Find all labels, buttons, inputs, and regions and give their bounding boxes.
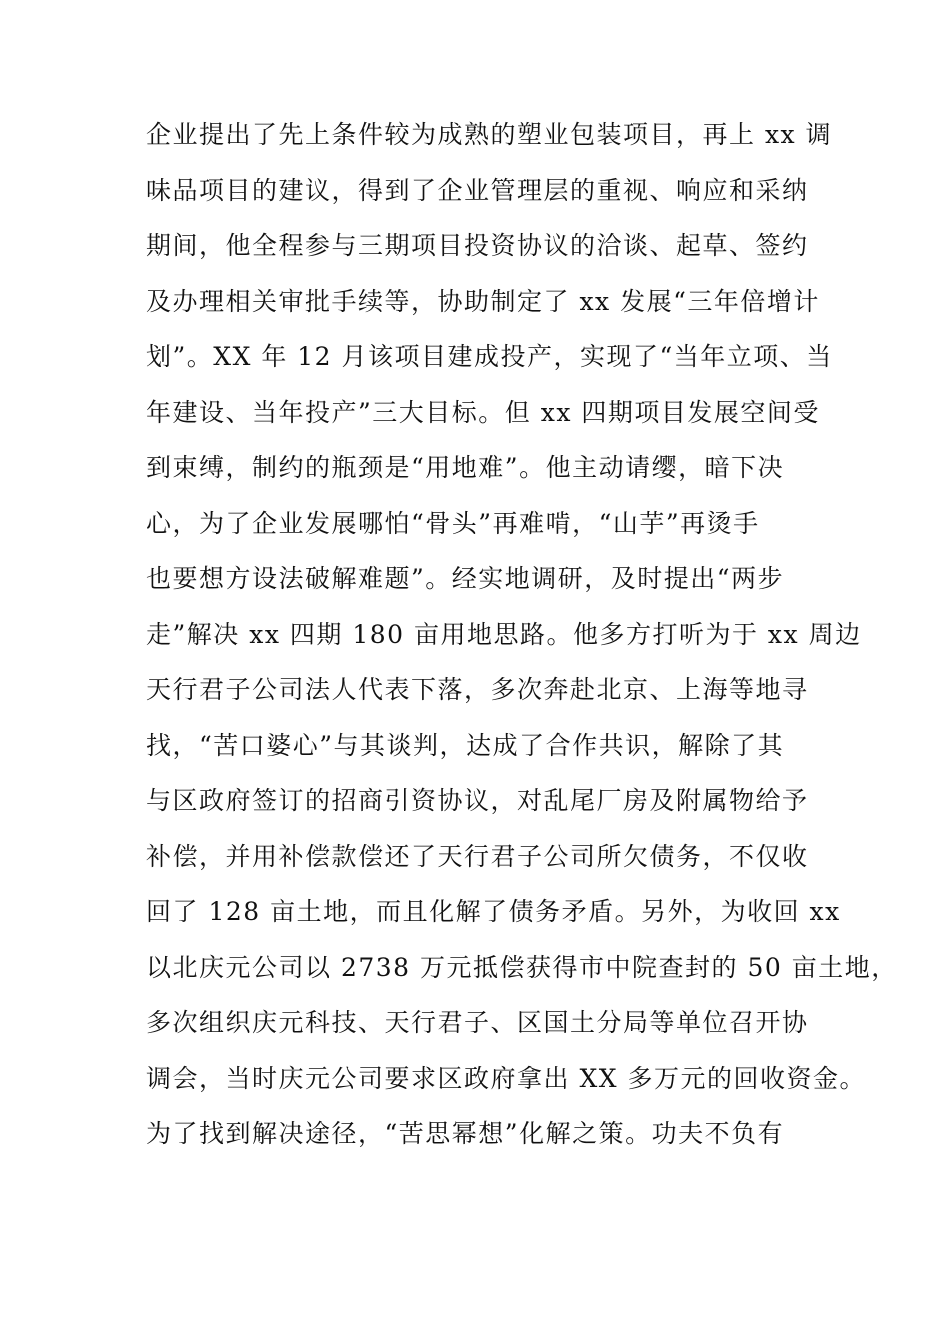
- text-line-9: 也要想方设法破解难题”。经实地调研，及时提出“两步: [146, 564, 785, 593]
- text-line-15: 回了 128 亩土地，而且化解了债务矛盾。另外，为收回 xx: [146, 897, 841, 926]
- text-line-7: 到束缚，制约的瓶颈是“用地难”。他主动请缨，暗下决: [146, 453, 785, 482]
- text-line-19: 为了找到解决途径，“苦思幂想”化解之策。功夫不负有: [146, 1119, 785, 1148]
- text-line-6: 年建设、当年投产”三大目标。但 xx 四期项目发展空间受: [146, 397, 820, 427]
- text-line-3: 期间，他全程参与三期项目投资协议的洽谈、起草、签约: [146, 231, 809, 260]
- text-line-12: 找，“苦口婆心”与其谈判，达成了合作共识，解除了其: [146, 730, 785, 760]
- body-paragraph: [146, 107, 898, 1162]
- text-line-11: 天行君子公司法人代表下落，多次奔赴北京、上海等地寻: [146, 675, 809, 704]
- text-line-13: 与区政府签订的招商引资协议，对乱尾厂房及附属物给予: [146, 786, 809, 815]
- text-line-16: 以北庆元公司以 2738 万元抵偿获得市中院查封的 50 亩土地，: [146, 952, 898, 982]
- text-line-14: 补偿，并用补偿款偿还了天行君子公司所欠债务，不仅收: [146, 841, 809, 871]
- text-line-4: 及办理相关审批手续等，协助制定了 xx 发展“三年倍增计: [146, 286, 820, 316]
- text-line-17: 多次组织庆元科技、天行君子、区国土分局等单位召开协: [146, 1008, 809, 1037]
- text-line-18: 调会，当时庆元公司要求区政府拿出 XX 多万元的回收资金。: [146, 1063, 866, 1093]
- text-line-10: 走”解决 xx 四期 180 亩用地思路。他多方打听为于 xx 周边: [146, 619, 862, 649]
- text-line-1: 企业提出了先上条件较为成熟的塑业包装项目，再上 xx 调: [146, 120, 833, 149]
- text-line-2: 味品项目的建议，得到了企业管理层的重视、响应和采纳: [146, 175, 809, 205]
- text-line-8: 心，为了企业发展哪怕“骨头”再难啃，“山芋”再烫手: [146, 508, 760, 538]
- text-line-5: 划”。XX 年 12 月该项目建成投产，实现了“当年立项、当: [146, 342, 833, 371]
